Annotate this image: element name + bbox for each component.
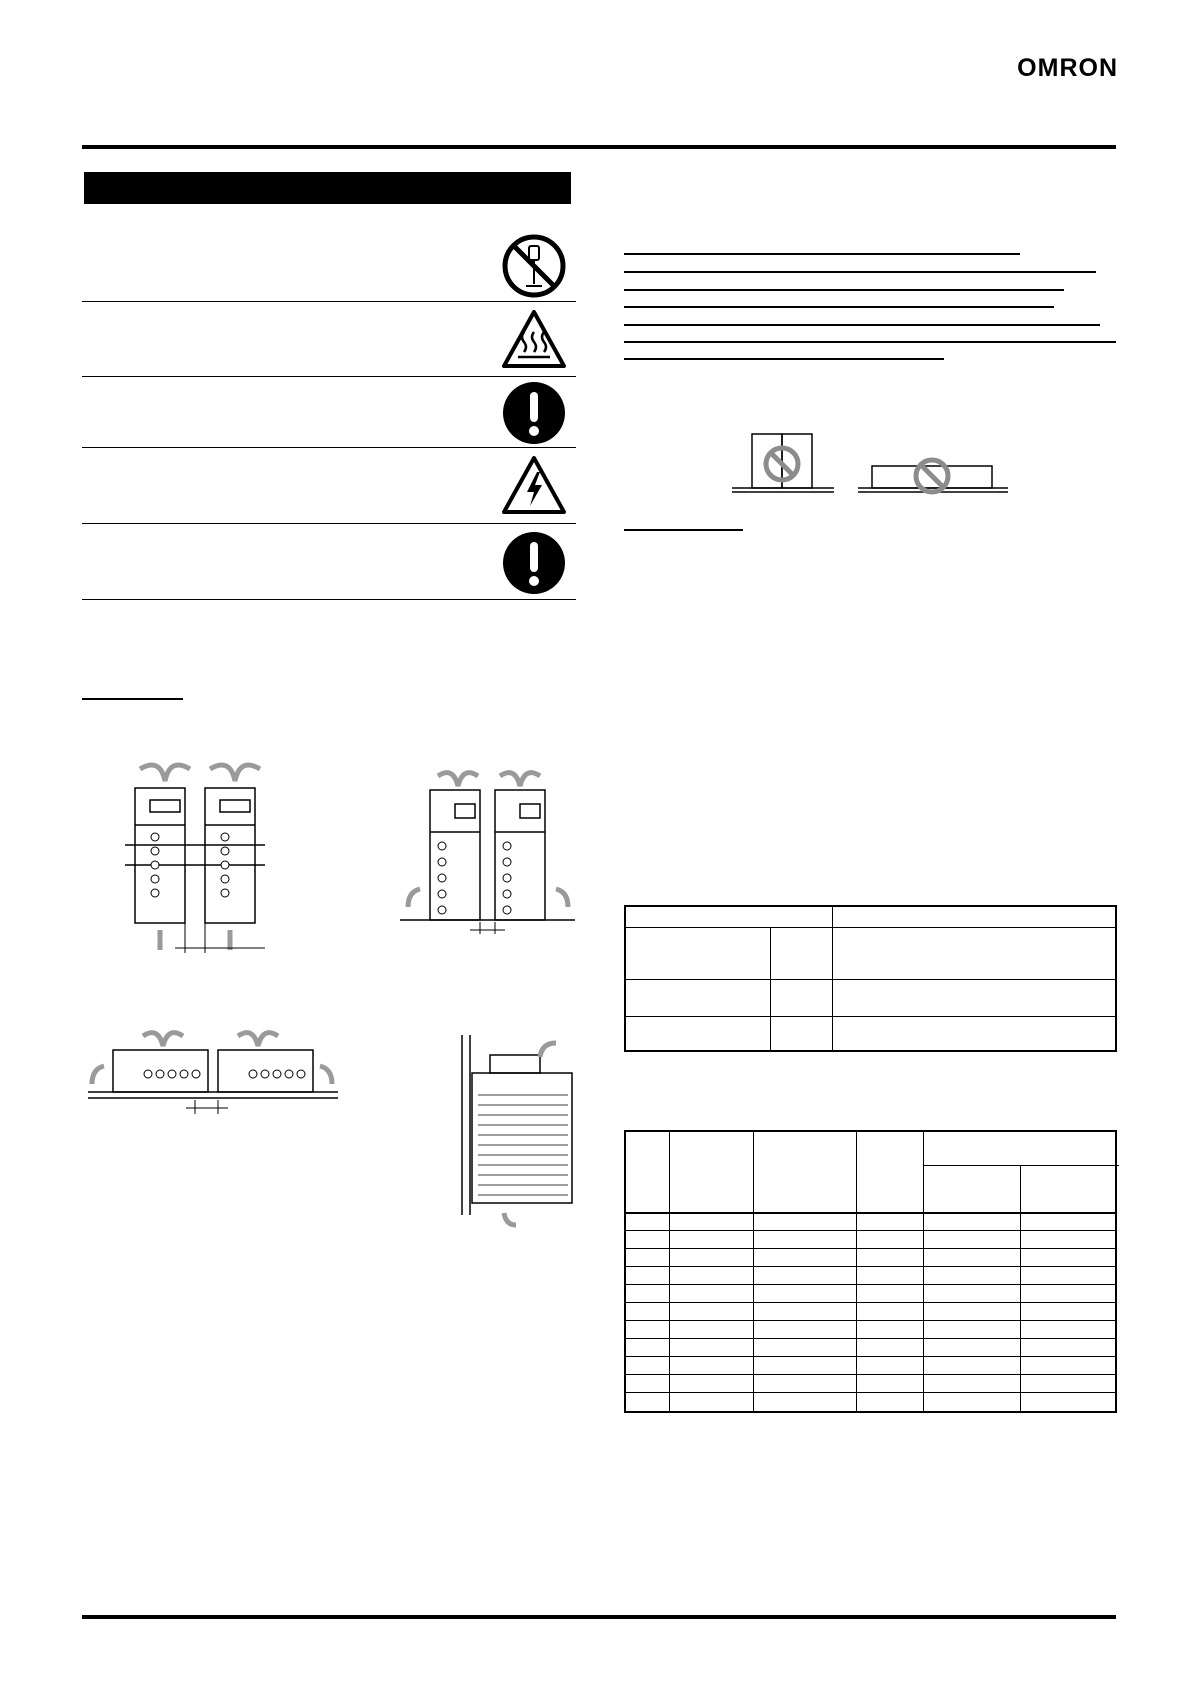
text-underline: [624, 253, 1020, 255]
spec-table-2: [624, 1130, 1117, 1413]
mounting-diagram-large-unit: [450, 1035, 575, 1235]
spec-table-1: [624, 905, 1117, 1052]
text-underline: [624, 341, 1116, 343]
text-underline: [624, 358, 944, 360]
safety-row-divider: [82, 376, 576, 377]
safety-row-divider: [82, 447, 576, 448]
section-header-bar: [84, 172, 571, 204]
subheading-underline: [82, 698, 183, 700]
electric-shock-icon: [500, 454, 568, 516]
mounting-diagram-horizontal: [88, 1022, 338, 1117]
prohibited-orientation-diagram: [730, 428, 1010, 500]
subheading-underline: [624, 529, 743, 531]
text-underline: [624, 271, 1096, 273]
safety-row-divider: [82, 523, 576, 524]
safety-row-divider: [82, 301, 576, 302]
mandatory-action-icon: [502, 381, 566, 445]
top-rule: [82, 145, 1116, 149]
safety-row-divider: [82, 599, 576, 600]
omron-logo: OMRON: [1017, 54, 1118, 82]
mounting-diagram-vertical: [120, 755, 265, 965]
mounting-diagram-side-gap: [400, 762, 575, 940]
text-underline: [624, 324, 1100, 326]
text-underline: [624, 306, 1054, 308]
hot-surface-icon: [500, 308, 568, 370]
text-underline: [624, 289, 1064, 291]
bottom-rule: [82, 1615, 1116, 1619]
no-disassembly-icon: [500, 232, 568, 300]
mandatory-action-icon: [502, 531, 566, 595]
